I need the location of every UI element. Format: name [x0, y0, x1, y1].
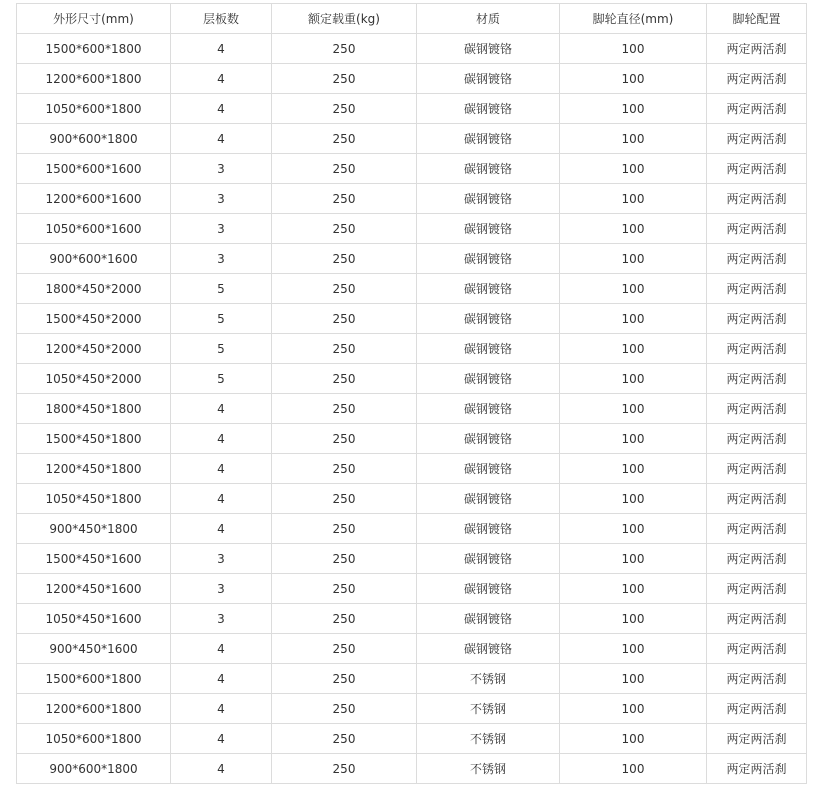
cell-caster-config: 两定两活刹 [707, 364, 807, 394]
cell-rated-load: 250 [272, 394, 417, 424]
cell-material: 不锈钢 [417, 724, 560, 754]
cell-caster-config: 两定两活刹 [707, 634, 807, 664]
cell-caster-diameter: 100 [560, 484, 707, 514]
cell-caster-config: 两定两活刹 [707, 244, 807, 274]
cell-rated-load: 250 [272, 154, 417, 184]
table-row [17, 274, 807, 304]
cell-material: 碳钢镀铬 [417, 244, 560, 274]
cell-caster-config: 两定两活刹 [707, 64, 807, 94]
cell-rated-load: 250 [272, 634, 417, 664]
header-caster-config: 脚轮配置 [707, 4, 807, 34]
cell-rated-load: 250 [272, 124, 417, 154]
cell-shelf-count: 4 [171, 34, 272, 64]
cell-rated-load: 250 [272, 514, 417, 544]
cell-dimensions: 1050*600*1800 [17, 94, 171, 124]
cell-shelf-count: 4 [171, 634, 272, 664]
header-rated-load: 额定载重(kg) [272, 4, 417, 34]
cell-caster-diameter: 100 [560, 334, 707, 364]
cell-rated-load: 250 [272, 184, 417, 214]
cell-material: 碳钢镀铬 [417, 304, 560, 334]
cell-rated-load: 250 [272, 754, 417, 784]
cell-shelf-count: 3 [171, 184, 272, 214]
cell-shelf-count: 4 [171, 694, 272, 724]
cell-material: 碳钢镀铬 [417, 424, 560, 454]
cell-dimensions: 900*450*1800 [17, 514, 171, 544]
cell-material: 碳钢镀铬 [417, 574, 560, 604]
cell-shelf-count: 4 [171, 124, 272, 154]
cell-caster-config: 两定两活刹 [707, 124, 807, 154]
cell-caster-diameter: 100 [560, 604, 707, 634]
cell-caster-diameter: 100 [560, 154, 707, 184]
cell-dimensions: 1500*600*1800 [17, 34, 171, 64]
cell-dimensions: 900*600*1800 [17, 124, 171, 154]
cell-caster-diameter: 100 [560, 214, 707, 244]
cell-caster-diameter: 100 [560, 34, 707, 64]
table-row [17, 64, 807, 94]
cell-shelf-count: 4 [171, 484, 272, 514]
cell-material: 碳钢镀铬 [417, 394, 560, 424]
table-row [17, 154, 807, 184]
cell-dimensions: 1050*600*1800 [17, 724, 171, 754]
header-dimensions: 外形尺寸(mm) [17, 4, 171, 34]
cell-shelf-count: 5 [171, 274, 272, 304]
cell-material: 碳钢镀铬 [417, 514, 560, 544]
cell-rated-load: 250 [272, 94, 417, 124]
cell-rated-load: 250 [272, 664, 417, 694]
cell-rated-load: 250 [272, 34, 417, 64]
cell-shelf-count: 5 [171, 364, 272, 394]
cell-dimensions: 1200*600*1800 [17, 694, 171, 724]
cell-rated-load: 250 [272, 454, 417, 484]
table-row [17, 94, 807, 124]
table-row [17, 694, 807, 724]
cell-rated-load: 250 [272, 64, 417, 94]
cell-material: 碳钢镀铬 [417, 604, 560, 634]
cell-dimensions: 1800*450*2000 [17, 274, 171, 304]
cell-dimensions: 900*600*1800 [17, 754, 171, 784]
cell-caster-diameter: 100 [560, 514, 707, 544]
cell-rated-load: 250 [272, 304, 417, 334]
cell-dimensions: 1500*600*1600 [17, 154, 171, 184]
cell-caster-diameter: 100 [560, 544, 707, 574]
table-row [17, 184, 807, 214]
table-row [17, 604, 807, 634]
cell-shelf-count: 4 [171, 94, 272, 124]
table-row [17, 754, 807, 784]
cell-dimensions: 1500*450*1600 [17, 544, 171, 574]
cell-rated-load: 250 [272, 334, 417, 364]
cell-dimensions: 900*450*1600 [17, 634, 171, 664]
table-row [17, 574, 807, 604]
cell-caster-diameter: 100 [560, 724, 707, 754]
cell-shelf-count: 5 [171, 304, 272, 334]
cell-caster-config: 两定两活刹 [707, 274, 807, 304]
cell-rated-load: 250 [272, 574, 417, 604]
table-row [17, 544, 807, 574]
cell-caster-config: 两定两活刹 [707, 514, 807, 544]
cell-material: 碳钢镀铬 [417, 544, 560, 574]
cell-rated-load: 250 [272, 244, 417, 274]
cell-shelf-count: 3 [171, 154, 272, 184]
cell-caster-config: 两定两活刹 [707, 34, 807, 64]
cell-shelf-count: 4 [171, 514, 272, 544]
cell-rated-load: 250 [272, 544, 417, 574]
table-row [17, 244, 807, 274]
cell-material: 碳钢镀铬 [417, 124, 560, 154]
cell-caster-diameter: 100 [560, 634, 707, 664]
table-row [17, 334, 807, 364]
cell-dimensions: 1500*450*1800 [17, 424, 171, 454]
table-row [17, 214, 807, 244]
cell-material: 碳钢镀铬 [417, 64, 560, 94]
cell-caster-diameter: 100 [560, 64, 707, 94]
table-row [17, 304, 807, 334]
cell-dimensions: 1200*600*1600 [17, 184, 171, 214]
cell-material: 碳钢镀铬 [417, 184, 560, 214]
spec-table-header [17, 4, 807, 34]
cell-caster-diameter: 100 [560, 274, 707, 304]
table-row [17, 124, 807, 154]
cell-caster-config: 两定两活刹 [707, 724, 807, 754]
table-row [17, 454, 807, 484]
cell-caster-config: 两定两活刹 [707, 574, 807, 604]
cell-material: 碳钢镀铬 [417, 94, 560, 124]
cell-material: 碳钢镀铬 [417, 154, 560, 184]
cell-shelf-count: 4 [171, 424, 272, 454]
cell-dimensions: 1500*600*1800 [17, 664, 171, 694]
cell-dimensions: 1200*600*1800 [17, 64, 171, 94]
table-row [17, 724, 807, 754]
cell-material: 碳钢镀铬 [417, 484, 560, 514]
cell-caster-config: 两定两活刹 [707, 94, 807, 124]
cell-dimensions: 900*600*1600 [17, 244, 171, 274]
cell-material: 不锈钢 [417, 694, 560, 724]
cell-caster-config: 两定两活刹 [707, 754, 807, 784]
cell-material: 碳钢镀铬 [417, 634, 560, 664]
cell-dimensions: 1200*450*1800 [17, 454, 171, 484]
cell-rated-load: 250 [272, 214, 417, 244]
cell-material: 碳钢镀铬 [417, 334, 560, 364]
cell-shelf-count: 4 [171, 454, 272, 484]
cell-rated-load: 250 [272, 424, 417, 454]
cell-shelf-count: 4 [171, 754, 272, 784]
cell-rated-load: 250 [272, 484, 417, 514]
cell-dimensions: 1050*450*2000 [17, 364, 171, 394]
cell-rated-load: 250 [272, 274, 417, 304]
cell-caster-config: 两定两活刹 [707, 484, 807, 514]
cell-dimensions: 1200*450*1600 [17, 574, 171, 604]
table-row [17, 364, 807, 394]
header-row [17, 4, 807, 34]
cell-caster-diameter: 100 [560, 424, 707, 454]
cell-caster-diameter: 100 [560, 694, 707, 724]
table-row [17, 484, 807, 514]
cell-dimensions: 1800*450*1800 [17, 394, 171, 424]
table-row [17, 664, 807, 694]
cell-material: 不锈钢 [417, 664, 560, 694]
cell-caster-config: 两定两活刹 [707, 454, 807, 484]
cell-caster-diameter: 100 [560, 394, 707, 424]
cell-material: 碳钢镀铬 [417, 454, 560, 484]
cell-shelf-count: 3 [171, 244, 272, 274]
cell-caster-config: 两定两活刹 [707, 604, 807, 634]
cell-dimensions: 1050*450*1800 [17, 484, 171, 514]
cell-shelf-count: 3 [171, 604, 272, 634]
cell-caster-diameter: 100 [560, 364, 707, 394]
table-row [17, 634, 807, 664]
cell-caster-config: 两定两活刹 [707, 544, 807, 574]
table-row [17, 34, 807, 64]
cell-caster-diameter: 100 [560, 454, 707, 484]
cell-dimensions: 1050*600*1600 [17, 214, 171, 244]
cell-caster-diameter: 100 [560, 664, 707, 694]
cell-shelf-count: 4 [171, 664, 272, 694]
cell-rated-load: 250 [272, 724, 417, 754]
table-row [17, 424, 807, 454]
spec-table [16, 3, 807, 784]
cell-caster-config: 两定两活刹 [707, 694, 807, 724]
cell-rated-load: 250 [272, 604, 417, 634]
cell-shelf-count: 4 [171, 394, 272, 424]
cell-material: 碳钢镀铬 [417, 34, 560, 64]
cell-caster-config: 两定两活刹 [707, 394, 807, 424]
cell-material: 碳钢镀铬 [417, 364, 560, 394]
cell-material: 碳钢镀铬 [417, 274, 560, 304]
cell-shelf-count: 3 [171, 214, 272, 244]
cell-shelf-count: 5 [171, 334, 272, 364]
cell-caster-diameter: 100 [560, 184, 707, 214]
cell-dimensions: 1050*450*1600 [17, 604, 171, 634]
table-row [17, 394, 807, 424]
cell-dimensions: 1500*450*2000 [17, 304, 171, 334]
cell-caster-diameter: 100 [560, 244, 707, 274]
cell-shelf-count: 4 [171, 724, 272, 754]
cell-caster-config: 两定两活刹 [707, 664, 807, 694]
header-shelf-count: 层板数 [171, 4, 272, 34]
cell-caster-diameter: 100 [560, 574, 707, 604]
cell-caster-config: 两定两活刹 [707, 424, 807, 454]
cell-material: 不锈钢 [417, 754, 560, 784]
cell-material: 碳钢镀铬 [417, 214, 560, 244]
cell-caster-diameter: 100 [560, 304, 707, 334]
cell-shelf-count: 3 [171, 544, 272, 574]
cell-rated-load: 250 [272, 694, 417, 724]
cell-shelf-count: 4 [171, 64, 272, 94]
table-row [17, 514, 807, 544]
cell-caster-config: 两定两活刹 [707, 184, 807, 214]
spec-table-body [17, 34, 807, 784]
cell-rated-load: 250 [272, 364, 417, 394]
cell-caster-config: 两定两活刹 [707, 154, 807, 184]
header-material: 材质 [417, 4, 560, 34]
cell-caster-config: 两定两活刹 [707, 304, 807, 334]
header-caster-diameter: 脚轮直径(mm) [560, 4, 707, 34]
cell-shelf-count: 3 [171, 574, 272, 604]
cell-caster-diameter: 100 [560, 124, 707, 154]
cell-caster-config: 两定两活刹 [707, 214, 807, 244]
cell-dimensions: 1200*450*2000 [17, 334, 171, 364]
cell-caster-diameter: 100 [560, 754, 707, 784]
cell-caster-diameter: 100 [560, 94, 707, 124]
cell-caster-config: 两定两活刹 [707, 334, 807, 364]
